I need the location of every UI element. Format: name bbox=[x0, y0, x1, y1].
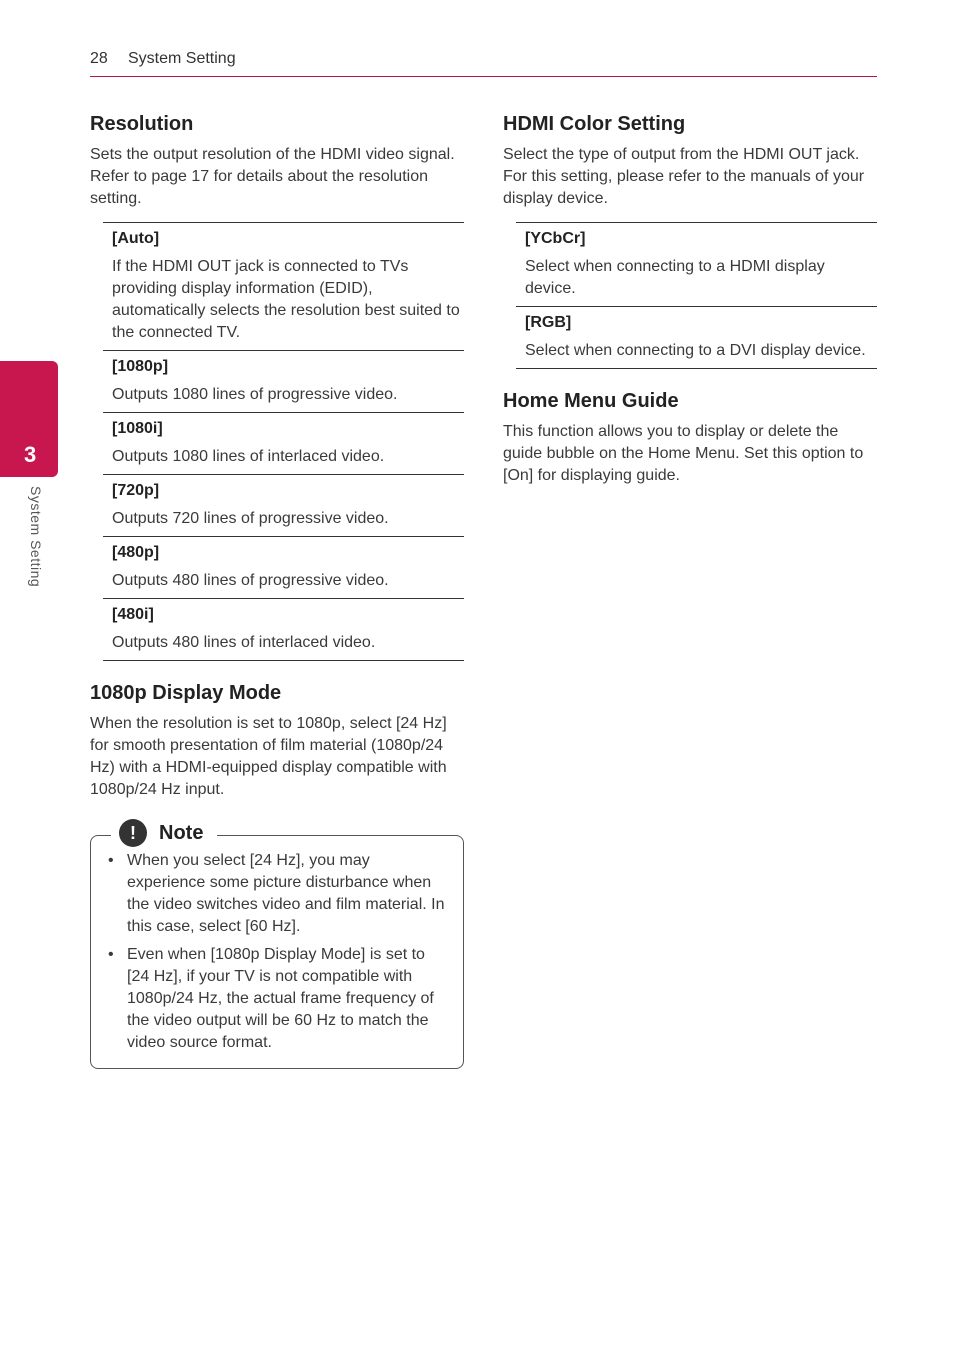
option-name: [480i] bbox=[112, 606, 154, 623]
note-header bbox=[111, 818, 217, 848]
option-desc: Select when connecting to a HDMI display device. bbox=[525, 258, 825, 297]
option-desc: Outputs 480 lines of progressive video. bbox=[112, 572, 389, 589]
option-name: [1080p] bbox=[112, 358, 169, 375]
page-header bbox=[90, 48, 877, 77]
option-desc: Select when connecting to a DVI display device. bbox=[525, 342, 866, 359]
home-menu-heading: Home Menu Guide bbox=[503, 390, 679, 412]
bullet-icon: • bbox=[108, 946, 114, 963]
table-row bbox=[103, 351, 464, 413]
home-menu-body: This function allows you to display or delete the guide bubble on the Home Menu. Set this option to [On] for displaying guide. bbox=[503, 423, 864, 484]
option-desc: Outputs 1080 lines of progressive video. bbox=[112, 386, 398, 403]
note-box bbox=[90, 821, 464, 1069]
note-item-text: Even when [1080p Display Mode] is set to [24 Hz], if your TV is not compatible with 1080p/24 Hz, the actual frame frequency of the video output will be 60 Hz to match the video source format. bbox=[127, 946, 434, 1051]
exclamation-icon: ! bbox=[119, 819, 147, 847]
page-number: 28 bbox=[90, 50, 108, 67]
option-name: [YCbCr] bbox=[525, 230, 586, 247]
header-section-title: System Setting bbox=[128, 50, 236, 67]
note-title: Note bbox=[159, 821, 204, 844]
left-column bbox=[90, 110, 464, 1069]
table-row bbox=[103, 537, 464, 599]
list-item bbox=[105, 944, 449, 1054]
table-row bbox=[103, 223, 464, 351]
option-name: [480p] bbox=[112, 544, 160, 561]
hdmi-color-options-table bbox=[516, 222, 877, 369]
option-name: [1080i] bbox=[112, 420, 163, 437]
option-name: [Auto] bbox=[112, 230, 160, 247]
option-desc: Outputs 1080 lines of interlaced video. bbox=[112, 448, 385, 465]
note-item-text: When you select [24 Hz], you may experience some picture disturbance when the video switches video and film material. In this case, select [60 Hz]. bbox=[127, 852, 445, 935]
table-row bbox=[103, 413, 464, 475]
resolution-heading: Resolution bbox=[90, 113, 194, 135]
hdmi-color-body: Select the type of output from the HDMI OUT jack. For this setting, please refer to the manuals of your display device. bbox=[503, 146, 865, 207]
display-mode-heading: 1080p Display Mode bbox=[90, 682, 282, 704]
chapter-label-text: System Setting bbox=[28, 486, 44, 588]
chapter-label bbox=[24, 486, 44, 616]
note-list bbox=[105, 850, 449, 1054]
right-column bbox=[503, 110, 877, 487]
option-desc: Outputs 720 lines of progressive video. bbox=[112, 510, 389, 527]
option-desc: Outputs 480 lines of interlaced video. bbox=[112, 634, 376, 651]
table-row bbox=[516, 223, 877, 307]
list-item bbox=[105, 850, 449, 938]
option-desc: If the HDMI OUT jack is connected to TVs providing display information (EDID), automatically selects the resolution best suited to the connected TV. bbox=[112, 258, 460, 341]
resolution-body: Sets the output resolution of the HDMI video signal. Refer to page 17 for details about the resolution setting. bbox=[90, 146, 455, 207]
display-mode-body: When the resolution is set to 1080p, select [24 Hz] for smooth presentation of film material (1080p/24 Hz) with a HDMI-equipped display compatible with 1080p/24 Hz input. bbox=[90, 715, 447, 798]
table-row bbox=[516, 307, 877, 369]
hdmi-color-heading: HDMI Color Setting bbox=[503, 113, 686, 135]
table-row bbox=[103, 475, 464, 537]
option-name: [RGB] bbox=[525, 314, 572, 331]
bullet-icon: • bbox=[108, 852, 114, 869]
table-row bbox=[103, 599, 464, 661]
resolution-options-table bbox=[103, 222, 464, 661]
chapter-number: 3 bbox=[24, 442, 37, 467]
option-name: [720p] bbox=[112, 482, 160, 499]
